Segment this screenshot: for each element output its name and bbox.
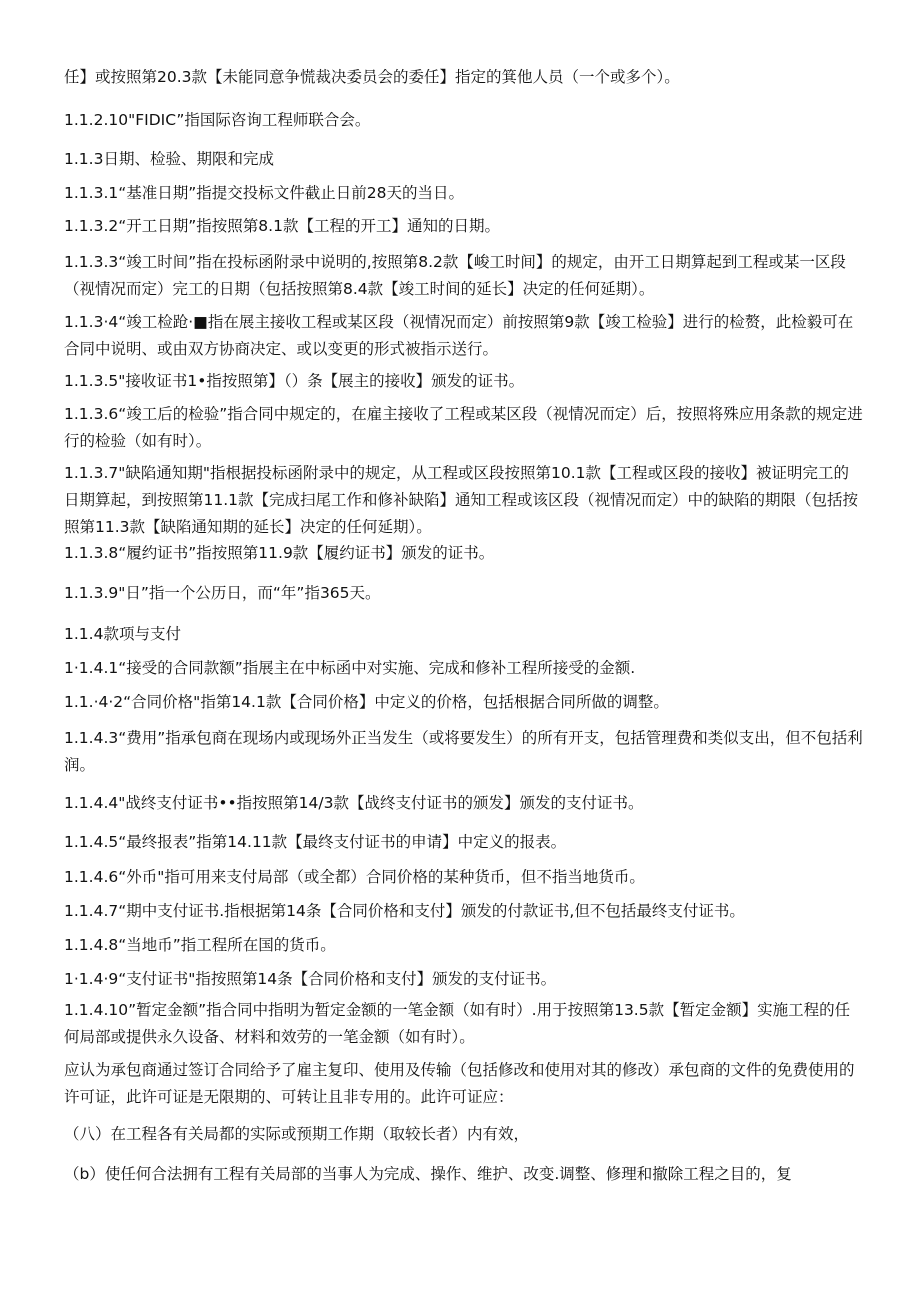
- paragraph: 1.1.4.6“外币"指可用来支付局部（或全都）合同价格的某种货币，但不指当地货币。: [64, 868, 645, 886]
- section-heading: 1.1.3日期、检验、期限和完成: [64, 150, 274, 168]
- paragraph: 1.1.4.7“期中支付证书.指根据第14条【合同价格和支付】颁发的付款证书,但不包括最终支付证书。: [64, 902, 745, 920]
- paragraph: 任】或按照第20.3款【未能同意争慌裁决委员会的委任】指定的箕他人员（一个或多个）。: [64, 68, 680, 86]
- paragraph: 1.1.3.3“竣工时间”指在投标函附录中说明的,按照第8.2款【峻工时间】的规定，由开工日期算起到工程或某一区段（视情况而定）完工的日期（包括按照第8.4款【竣工时间的延长】决定的任何延期）。: [64, 253, 846, 298]
- paragraph: 1.1.4.10”暂定金额”指合同中指明为暂定金额的一笔金额（如有时）.用于按照第13.5款【暂定金额】实施工程的任何局部或提供永久设备、材料和效劳的一笔金额（如有时）。: [64, 1001, 851, 1046]
- paragraph: 1.1.4.4"战终支付证书••指按照第14/3款【战终支付证书的颁发】颁发的支付证书。: [64, 794, 644, 812]
- paragraph: 1.1.3.7"缺陷通知期"指根据投标函附录中的规定，从工程或区段按照第10.1款【工程或区段的接收】被证明完工的日期算起，到按照第11.1款【完成扫尾工作和修补缺陷】通知工程或该区段（视情况而定）中的缺陷的期限（包括按照第11.3款【缺陷通知期的延长】决定的任何延期）。: [64, 464, 859, 536]
- paragraph: 1.1.4.5“最终报表”指第14.11款【最终支付证书的申请】中定义的报表。: [64, 833, 567, 851]
- paragraph: 1.1.3.9"日”指一个公历日，而“年”指365天。: [64, 584, 381, 602]
- paragraph: 1.1.·4·2“合同价格"指第14.1款【合同价格】中定义的价格，包括根据合同所做的调整。: [64, 693, 669, 711]
- paragraph: 1.1.3.8“履约证书”指按照第11.9款【履约证书】颁发的证书。: [64, 544, 495, 562]
- paragraph: 1·1.4.1“接受的合同款额”指展主在中标函中对实施、完成和修补工程所接受的金额.: [64, 659, 636, 677]
- section-heading: 1.1.4款项与支付: [64, 625, 181, 643]
- paragraph: 1.1.3.5"接收证书1•指按照第】（）条【展主的接收】颁发的证书。: [64, 372, 525, 390]
- paragraph: 1.1.3.6“竣工后的检验”指合同中规定的，在雇主接收了工程或某区段（视情况而定）后，按照将殊应用条款的规定进行的检验（如有时）。: [64, 405, 863, 450]
- paragraph: 1·1.4·9“支付证书"指按照第14条【合同价格和支付】颁发的支付证书。: [64, 970, 557, 988]
- paragraph: 1.1.2.10"FIDIC”指国际咨询工程师联合会。: [64, 111, 371, 129]
- paragraph: 1.1.3.2“开工日期”指按照第8.1款【工程的开工】通知的日期。: [64, 217, 500, 235]
- paragraph: 1.1.4.3“费用”指承包商在现场内或现场外正当发生（或将要发生）的所有开支，包括管理费和类似支出，但不包括利润。: [64, 729, 863, 774]
- list-item: （八）在工程各有关局都的实际或预期工作期（取较长者）内有效，: [64, 1125, 530, 1143]
- paragraph: 1.1.4.8“当地币”指工程所在国的货币。: [64, 936, 336, 954]
- paragraph: 应认为承包商通过签订合同给予了雇主复印、使用及传输（包括修改和使用对其的修改）承包商的文件的免费使用的许可证，此许可证是无限期的、可转让且非专用的。此许可证应：: [64, 1061, 855, 1106]
- paragraph: 1.1.3·4“竣工检跄·■指在展主接收工程或某区段（视情况而定）前按照第9款【竣工检验】进行的检赘，此检毅可在合同中说明、或由双方协商决定、或以变更的形式被指示送行。: [64, 313, 854, 358]
- list-item: （b）使任何合法拥有工程有关局部的当事人为完成、操作、维护、改变.调整、修理和撤除工程之目的，复: [64, 1165, 792, 1183]
- paragraph: 1.1.3.1“基准日期”指提交投标文件截止日前28天的当日。: [64, 184, 465, 202]
